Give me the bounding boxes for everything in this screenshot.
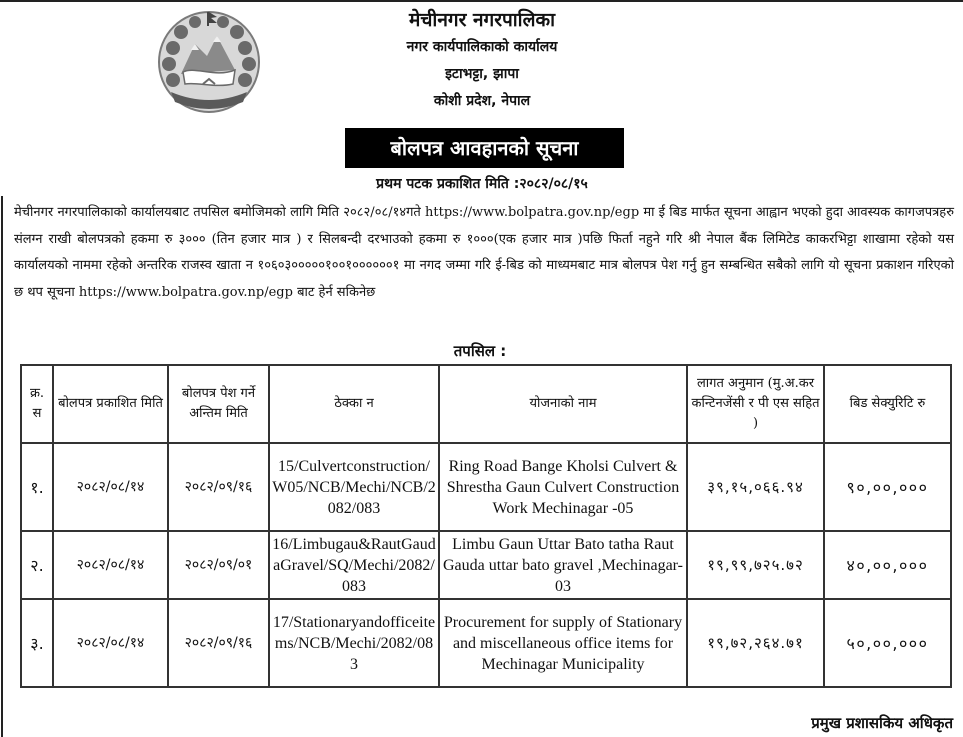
page-top-border xyxy=(0,0,963,2)
cell-deadline: २०८२/०९/१६ xyxy=(168,599,269,687)
cell-bid-security: ९०,००,००० xyxy=(824,443,951,531)
cell-contract-no xyxy=(269,443,439,531)
cell-published-date: २०८२/०८/१४ xyxy=(53,531,168,599)
cell-cost-estimate: १९,९९,७२५.७२ xyxy=(687,531,824,599)
cell-contract-no xyxy=(269,599,439,687)
cell-cost-estimate: ३९,१५,०६६.९४ xyxy=(687,443,824,531)
notice-title: बोलपत्र आवहानको सूचना xyxy=(345,128,624,168)
notice-paragraph: मेचीनगर नगरपालिकाको कार्यालयबाट तपसिल बमोजिमको लागि मिति २०८२/०८/१४गते https://www.bolpatra.gov.np/egp मा ई बिड मार्फत सूचना आह्वान भएको हुदा आवस्यक कागजपत्रहरु संलग्न राखी बोलपत्रको हकमा रु ३००० (तिन हजार मात्र ) र सिलबन्दी दरभाउको हकमा रु १०००(एक हजार मात्र )पछि फिर्ता नहुने गरि श्री नेपाल बैंक लिमिटेड काकरभिट्टा शाखामा रहेको यस कार्यालयको नाममा रहेको अन्तरिक राजस्व खाता न १०६०३०००००१००१००००००१ मा नगद जम्मा गरि ई-बिड को माध्यमबाट मात्र बोलपत्र पेश गर्नु हुन सम्बन्धित सबैको लागि यो सूचना प्रकाशन गरिएको छ थप सूचना https://www.bolpatra.gov.np/egp बाट हेर्न सकिनेछ xyxy=(14,205,954,300)
cell-project-name: Ring Road Bange Kholsi Culvert & Shrestha Gaun Culvert Construction Work Mechinagar -05 xyxy=(439,443,687,531)
cell-deadline: २०८२/०९/१६ xyxy=(168,443,269,531)
cell-project-name: Procurement for supply of Stationary and miscellaneous office items for Mechinagar Municipality xyxy=(439,599,687,687)
cell-deadline: २०८२/०९/०१ xyxy=(168,531,269,599)
office-location: इटाभट्टा, झापा xyxy=(445,66,519,82)
column-header-deadline: बोलपत्र पेश गर्ने अन्तिम मिति xyxy=(168,365,269,443)
schedule-label: तपसिल : xyxy=(453,342,507,360)
column-header-project-name: योजनाको नाम xyxy=(439,365,687,443)
signatory-title: प्रमुख प्रशासकिय अधिकृत xyxy=(811,714,953,732)
tender-schedule-table xyxy=(20,364,952,688)
column-header-cost-estimate: लागत अनुमान (मु.अ.कर कन्टिनजेंसी र पी एस सहित ) xyxy=(687,365,824,443)
table-header-row xyxy=(21,365,951,443)
organization-name: मेचीनगर नगरपालिका xyxy=(408,9,556,31)
cell-project-name: Limbu Gaun Uttar Bato tatha Raut Gauda uttar bato gravel ,Mechinagar-03 xyxy=(439,531,687,599)
first-published-date: प्रथम पटक प्रकाशित मिति :२०८२/०८/१५ xyxy=(376,176,588,192)
table-row xyxy=(21,599,951,687)
page-left-border xyxy=(1,196,3,737)
contract-no-text: 16/Limbugau&RautGaudaGravel/SQ/Mechi/2082/083 xyxy=(272,535,436,595)
cell-cost-estimate: १९,७२,२६४.७१ xyxy=(687,599,824,687)
cell-bid-security: ५०,००,००० xyxy=(824,599,951,687)
column-header-published-date: बोलपत्र प्रकाशित मिति xyxy=(53,365,168,443)
cell-published-date: २०८२/०८/१४ xyxy=(53,599,168,687)
contract-no-text: 15/Culvertconstruction/W05/NCB/Mechi/NCB/2082/083 xyxy=(272,457,436,517)
cell-contract-no xyxy=(269,531,439,599)
nepal-government-emblem-icon xyxy=(155,8,263,116)
contract-no-text: 17/Stationaryandofficeitems/NCB/Mechi/2082/083 xyxy=(272,613,436,673)
column-header-bid-security: बिड सेक्युरिटि रु xyxy=(824,365,951,443)
cell-sn: २. xyxy=(21,531,53,599)
cell-bid-security: ४०,००,००० xyxy=(824,531,951,599)
office-name: नगर कार्यपालिकाको कार्यालय xyxy=(406,39,558,55)
cell-sn: ३. xyxy=(21,599,53,687)
cell-sn: १. xyxy=(21,443,53,531)
cell-published-date: २०८२/०८/१४ xyxy=(53,443,168,531)
notice-body xyxy=(14,200,954,306)
province: कोशी प्रदेश, नेपाल xyxy=(433,93,531,109)
table-row xyxy=(21,531,951,599)
table-row xyxy=(21,443,951,531)
column-header-sn: क्र. स xyxy=(21,365,53,443)
column-header-contract-no: ठेक्का न xyxy=(269,365,439,443)
letterhead xyxy=(300,6,664,115)
